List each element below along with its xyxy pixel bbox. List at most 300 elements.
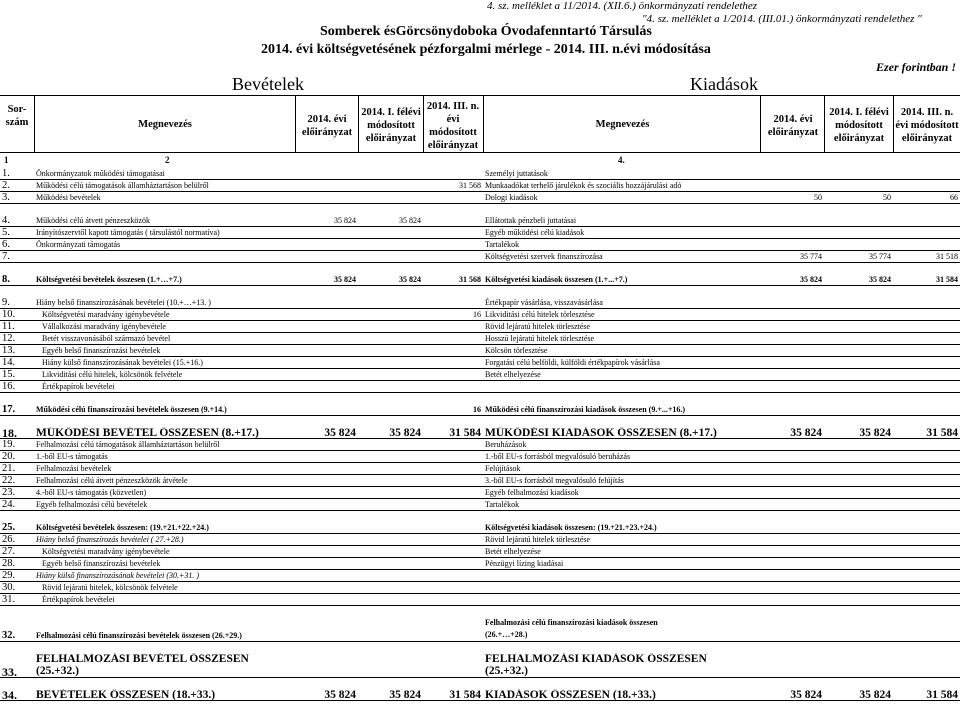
revenue-modified-text: 16: [473, 405, 481, 414]
spacer-cell: [0, 263, 34, 275]
expense-name: [483, 427, 760, 439]
row-number: [0, 333, 34, 345]
expense-name: [483, 239, 760, 251]
expense-name: [483, 594, 760, 606]
expense-name: [483, 487, 760, 499]
spacer-cell: [483, 678, 760, 690]
revenue-halfyear: [358, 357, 423, 369]
revenue-modified-text: 31 584: [449, 689, 481, 701]
header-halfyear-left: 2014. I. félévi módosított előirányzat: [361, 107, 421, 144]
revenue-name: [34, 558, 295, 570]
expense-name-text: Felhalmozási célú finanszírozási kiadások összesen: [485, 618, 658, 627]
spacer-cell: [893, 678, 960, 690]
row-number-text: 28.: [2, 558, 16, 569]
expense-original: [760, 345, 824, 357]
revenue-name: [34, 546, 295, 558]
revenue-modified-text: 16: [473, 310, 481, 319]
row-number: [0, 653, 34, 678]
expense-original-text: 35 824: [800, 275, 822, 284]
row-number-text: 10.: [2, 309, 16, 320]
table-row: [0, 653, 960, 678]
spacer-cell: [760, 263, 824, 275]
expense-name-text: FELHALMOZÁSI KIADÁSOK ÖSSZESEN: [485, 653, 707, 665]
row-spacer: [0, 678, 960, 690]
header-name-left: Megnevezés: [138, 119, 192, 130]
header-divider: [295, 95, 296, 153]
header-halfyear-right: 2014. I. félévi módosított előirányzat: [829, 107, 889, 144]
expense-original: [760, 192, 824, 204]
expense-name: [483, 274, 760, 286]
spacer-cell: [824, 642, 893, 654]
row-number: [0, 215, 34, 227]
expense-name: [483, 582, 760, 594]
expense-name-text: Betét elhelyezése: [485, 370, 541, 379]
spacer-cell: [34, 393, 295, 405]
expense-name: [483, 251, 760, 263]
expense-modified: [893, 227, 960, 239]
spacer-cell: [34, 642, 295, 654]
row-number-text: 27.: [2, 546, 16, 557]
expense-name: [483, 439, 760, 451]
revenue-halfyear: [358, 463, 423, 475]
revenue-halfyear-text: 35 824: [399, 275, 421, 284]
spacer-cell: [358, 286, 423, 298]
revenue-name: [34, 570, 295, 582]
revenue-modified: [423, 463, 483, 475]
expense-name: [483, 297, 760, 309]
revenue-name: [34, 192, 295, 204]
expense-modified: [893, 546, 960, 558]
expense-name-text: Likviditási célú hitelek törlesztése: [485, 310, 595, 319]
row-spacer: [0, 416, 960, 428]
revenue-original: [295, 451, 358, 463]
revenue-modified: [423, 333, 483, 345]
revenue-original: [295, 180, 358, 192]
expense-original: [760, 215, 824, 227]
row-number-text: 25.: [2, 522, 16, 533]
row-number: [0, 570, 34, 582]
expense-name-text: KIADÁSOK ÖSSZESEN (18.+33.): [485, 689, 656, 701]
expense-halfyear: [824, 499, 893, 511]
expense-modified: [893, 274, 960, 286]
revenue-name-text: Költségvetési maradvány igénybevétele: [42, 310, 170, 319]
revenue-halfyear: [358, 475, 423, 487]
table-row: [0, 321, 960, 333]
revenue-name-text: Egyéb felhalmozási célú bevételek: [36, 500, 148, 509]
spacer-cell: [34, 678, 295, 690]
spacer-cell: [483, 393, 760, 405]
expense-halfyear: [824, 427, 893, 439]
revenue-modified: [423, 594, 483, 606]
row-number-text: 7.: [2, 251, 10, 262]
row-number-text: 34.: [2, 689, 17, 701]
expense-original: [760, 558, 824, 570]
revenue-original: [295, 617, 358, 642]
row-number-text: 24.: [2, 499, 16, 510]
row-number-text: 15.: [2, 369, 16, 380]
row-number: [0, 522, 34, 534]
row-number: [0, 321, 34, 333]
expense-name-text: Költségvetési kiadások összesen (1.+...+7.): [485, 275, 628, 284]
revenue-name-text: Betét visszavonásából származó bevétel: [42, 334, 171, 343]
expense-modified-text: 31 584: [936, 275, 958, 284]
revenue-name: [34, 369, 295, 381]
revenue-original: [295, 345, 358, 357]
table-row: [0, 499, 960, 511]
row-number-text: 6.: [2, 239, 10, 250]
expense-name: [483, 321, 760, 333]
table-row: [0, 617, 960, 642]
expense-name-continuation: (26.+…+28.): [485, 630, 528, 639]
revenue-modified: [423, 451, 483, 463]
expense-original: [760, 499, 824, 511]
revenue-modified: [423, 297, 483, 309]
revenue-original-text: 35 824: [324, 689, 356, 701]
spacer-cell: [295, 286, 358, 298]
revenue-halfyear: [358, 227, 423, 239]
revenue-name-text: Hiány belső finanszírozás bevételei ( 27.+28.): [36, 535, 184, 544]
expense-modified: [893, 345, 960, 357]
expense-modified: [893, 321, 960, 333]
revenue-name: [34, 215, 295, 227]
expense-halfyear: [824, 689, 893, 701]
expense-name-text: Költségvetési kiadások összesen: (19.+21.+23.+24.): [485, 523, 657, 532]
row-number-text: 14.: [2, 357, 16, 368]
revenue-name: [34, 333, 295, 345]
spacer-cell: [423, 511, 483, 523]
revenue-name-text: 1.-ből EU-s támogatás: [36, 452, 108, 461]
revenue-name: [34, 487, 295, 499]
expense-halfyear: [824, 345, 893, 357]
expense-name-text: Kölcsön törlesztése: [485, 346, 548, 355]
organization-title: Somberek ésGörcsönydoboka Óvodafenntartó Társulás: [320, 24, 652, 39]
spacer-cell: [760, 678, 824, 690]
spacer-cell: [893, 204, 960, 216]
revenue-modified-text: 31 568: [459, 275, 481, 284]
spacer-cell: [893, 263, 960, 275]
spacer-cell: [423, 286, 483, 298]
expense-modified: [893, 427, 960, 439]
row-number: [0, 427, 34, 439]
table-row: [0, 227, 960, 239]
table-row: [0, 274, 960, 286]
header-original-left: 2014. évi előirányzat: [301, 114, 353, 138]
spacer-cell: [0, 416, 34, 428]
table-row: [0, 297, 960, 309]
revenue-name-text: Önkormányzatok működési támogatásai: [36, 169, 165, 178]
spacer-cell: [34, 286, 295, 298]
expense-original: [760, 239, 824, 251]
expense-modified: [893, 357, 960, 369]
expense-modified: [893, 522, 960, 534]
revenue-halfyear: [358, 192, 423, 204]
row-number-text: 16.: [2, 381, 16, 392]
revenue-name-text: Költségvetési bevételek összesen: (19.+21.+22.+24.): [36, 523, 209, 532]
appendix-note-2: "4. sz. melléklet a 1/2014. (III.01.) önkormányzati rendelethez ": [642, 13, 922, 25]
revenue-original: [295, 653, 358, 678]
spacer-cell: [824, 204, 893, 216]
revenue-name-text: Felhalmozási bevételek: [36, 464, 112, 473]
revenue-original: [295, 594, 358, 606]
table-row: [0, 487, 960, 499]
expense-original: [760, 451, 824, 463]
revenue-name: [34, 180, 295, 192]
expense-halfyear: [824, 381, 893, 393]
expense-modified: [893, 215, 960, 227]
spacer-cell: [824, 511, 893, 523]
revenue-name: [34, 345, 295, 357]
expense-halfyear: [824, 570, 893, 582]
expense-halfyear: [824, 297, 893, 309]
spacer-cell: [893, 416, 960, 428]
spacer-cell: [34, 263, 295, 275]
expense-halfyear-text: 50: [883, 193, 891, 202]
expense-name-text: Értékpapír vásárlása, visszavásárlása: [485, 298, 603, 307]
revenue-modified: [423, 369, 483, 381]
expense-modified: [893, 499, 960, 511]
row-spacer: [0, 286, 960, 298]
revenue-original: [295, 534, 358, 546]
spacer-cell: [295, 606, 358, 618]
revenue-name: [34, 309, 295, 321]
revenue-name-text: BEVÉTELEK ÖSSZESEN (18.+33.): [36, 689, 216, 701]
table-row: [0, 439, 960, 451]
revenue-name-text: Működési célú támogatások államháztartáson belülről: [36, 181, 209, 190]
expense-modified-text: 66: [950, 193, 958, 202]
revenue-name-text: Értékpapírok bevételei: [42, 595, 115, 604]
expense-halfyear: [824, 357, 893, 369]
expense-modified: [893, 617, 960, 642]
revenue-name: [34, 239, 295, 251]
expense-name: [483, 617, 760, 642]
column-number-1: 1: [4, 155, 9, 165]
row-number: [0, 345, 34, 357]
table-row: [0, 345, 960, 357]
revenue-name: [34, 297, 295, 309]
expense-name: [483, 475, 760, 487]
spacer-cell: [483, 416, 760, 428]
spacer-cell: [423, 393, 483, 405]
expense-modified-text: 31 518: [936, 252, 958, 261]
revenue-halfyear: [358, 309, 423, 321]
row-number: [0, 381, 34, 393]
expense-name-text: Beruházások: [485, 440, 527, 449]
spacer-cell: [358, 606, 423, 618]
expense-halfyear: [824, 274, 893, 286]
spacer-cell: [824, 286, 893, 298]
row-number-text: 18.: [2, 427, 17, 439]
row-spacer: [0, 263, 960, 275]
expense-halfyear: [824, 180, 893, 192]
revenue-name: [34, 321, 295, 333]
expense-name: [483, 381, 760, 393]
expense-halfyear: [824, 168, 893, 180]
revenue-halfyear: [358, 546, 423, 558]
column-number-4: 4.: [618, 155, 625, 165]
revenue-name-text: Felhalmozási célú támogatások államháztartáson belülről: [36, 440, 220, 449]
expense-modified: [893, 558, 960, 570]
revenue-original: [295, 475, 358, 487]
revenue-name: [34, 617, 295, 642]
spacer-cell: [760, 606, 824, 618]
spacer-cell: [0, 678, 34, 690]
revenue-name: [34, 534, 295, 546]
revenue-name: [34, 274, 295, 286]
expense-original: [760, 297, 824, 309]
revenue-name: [34, 463, 295, 475]
header-divider: [423, 95, 424, 153]
revenue-halfyear-text: 35 824: [389, 689, 421, 701]
revenue-name-text: Hiány külső finanszírozásának bevételei (30.+31. ): [36, 571, 200, 580]
spacer-cell: [824, 393, 893, 405]
row-number: [0, 594, 34, 606]
revenue-modified: [423, 570, 483, 582]
row-number-text: 1.: [2, 168, 10, 179]
expense-halfyear: [824, 475, 893, 487]
expense-name: [483, 546, 760, 558]
expense-name-text: Egyéb felhalmozási kiadások: [485, 488, 579, 497]
header-original-right: 2014. évi előirányzat: [767, 114, 819, 138]
revenue-name: [34, 653, 295, 678]
revenue-original: [295, 570, 358, 582]
expense-halfyear: [824, 558, 893, 570]
expense-original: [760, 689, 824, 701]
header-divider: [34, 95, 35, 153]
expense-original-text: 35 824: [790, 689, 822, 701]
column-number-2: 2: [165, 155, 170, 165]
expense-original: [760, 168, 824, 180]
spacer-cell: [295, 511, 358, 523]
expense-modified: [893, 463, 960, 475]
revenue-original-text: 35 824: [334, 216, 356, 225]
revenue-halfyear: [358, 333, 423, 345]
expense-original: [760, 427, 824, 439]
expense-modified: [893, 381, 960, 393]
revenue-name-text: Önkormányzati támogatás: [36, 240, 121, 249]
expense-name-text: Tartalékok: [485, 240, 520, 249]
expense-halfyear: [824, 653, 893, 678]
expense-original: [760, 617, 824, 642]
spacer-cell: [358, 263, 423, 275]
revenue-halfyear-text: 35 824: [389, 427, 421, 439]
row-number: [0, 475, 34, 487]
expense-name: [483, 227, 760, 239]
revenue-name: [34, 251, 295, 263]
revenue-name-text: Egyéb belső finanszírozási bevételek: [42, 346, 161, 355]
revenue-halfyear: [358, 487, 423, 499]
table-row: [0, 369, 960, 381]
row-number: [0, 309, 34, 321]
revenue-original-text: 35 824: [334, 275, 356, 284]
table-row: [0, 427, 960, 439]
expense-original: [760, 227, 824, 239]
row-number: [0, 487, 34, 499]
expense-name-text: Tartalékok: [485, 500, 520, 509]
spacer-cell: [760, 286, 824, 298]
revenue-modified: [423, 427, 483, 439]
expense-name: [483, 180, 760, 192]
expense-halfyear: [824, 404, 893, 416]
expense-modified: [893, 168, 960, 180]
spacer-cell: [0, 286, 34, 298]
expense-modified: [893, 309, 960, 321]
revenue-halfyear: [358, 274, 423, 286]
expense-name-continuation: (25.+32.): [485, 665, 528, 677]
expense-modified: [893, 369, 960, 381]
balance-table: [0, 168, 960, 701]
expense-name: [483, 653, 760, 678]
spacer-cell: [295, 204, 358, 216]
spacer-cell: [0, 606, 34, 618]
row-spacer: [0, 204, 960, 216]
spacer-cell: [295, 678, 358, 690]
expense-modified: [893, 251, 960, 263]
spacer-cell: [824, 606, 893, 618]
spacer-cell: [358, 678, 423, 690]
document-subtitle: 2014. évi költségvetésének pézforgalmi mérlege - 2014. III. n.évi módosítása: [261, 42, 711, 57]
spacer-cell: [760, 393, 824, 405]
revenue-original: [295, 251, 358, 263]
spacer-cell: [358, 642, 423, 654]
revenue-halfyear: [358, 427, 423, 439]
expense-name-text: Rövid lejáratú hitelek törlesztése: [485, 322, 591, 331]
revenue-halfyear: [358, 558, 423, 570]
revenue-name: [34, 582, 295, 594]
spacer-cell: [358, 511, 423, 523]
header-name-right: Megnevezés: [595, 119, 650, 130]
revenue-modified: [423, 534, 483, 546]
revenue-modified: [423, 274, 483, 286]
expense-name-text: Betét elhelyezése: [485, 547, 541, 556]
spacer-cell: [824, 678, 893, 690]
revenue-modified: [423, 522, 483, 534]
expense-modified-text: 31 584: [926, 427, 958, 439]
expense-name: [483, 570, 760, 582]
expense-modified: [893, 239, 960, 251]
revenue-name-text: Költségvetési maradvány igénybevétele: [42, 547, 170, 556]
revenue-name-text: Költségvetési bevételek összesen (1.+…+7.): [36, 275, 182, 284]
row-number-text: 26.: [2, 534, 16, 545]
spacer-cell: [760, 416, 824, 428]
row-number-text: 3.: [2, 192, 10, 203]
expense-modified: [893, 297, 960, 309]
revenue-original: [295, 427, 358, 439]
revenue-modified: [423, 239, 483, 251]
row-number-text: 13.: [2, 345, 16, 356]
expense-halfyear: [824, 321, 893, 333]
expense-name-text: 1.-ből EU-s forrásból megvalósuló beruházás: [485, 452, 631, 461]
spacer-cell: [483, 642, 760, 654]
expense-halfyear-text: 35 824: [859, 427, 891, 439]
expense-original: [760, 487, 824, 499]
revenue-name-text: FELHALMOZÁSI BEVÉTEL ÖSSZESEN: [36, 653, 249, 665]
row-number: [0, 180, 34, 192]
row-number-text: 2.: [2, 180, 10, 191]
revenue-name: [34, 594, 295, 606]
revenue-name: [34, 427, 295, 439]
revenue-halfyear: [358, 689, 423, 701]
spacer-cell: [483, 286, 760, 298]
row-number-text: 5.: [2, 227, 10, 238]
row-number-text: 22.: [2, 475, 16, 486]
revenue-original: [295, 487, 358, 499]
spacer-cell: [483, 606, 760, 618]
revenue-name-text: Likviditási célú hitelek, kölcsönök felvétele: [42, 370, 183, 379]
table-row: [0, 594, 960, 606]
expense-name: [483, 689, 760, 701]
revenue-halfyear: [358, 439, 423, 451]
table-row: [0, 570, 960, 582]
